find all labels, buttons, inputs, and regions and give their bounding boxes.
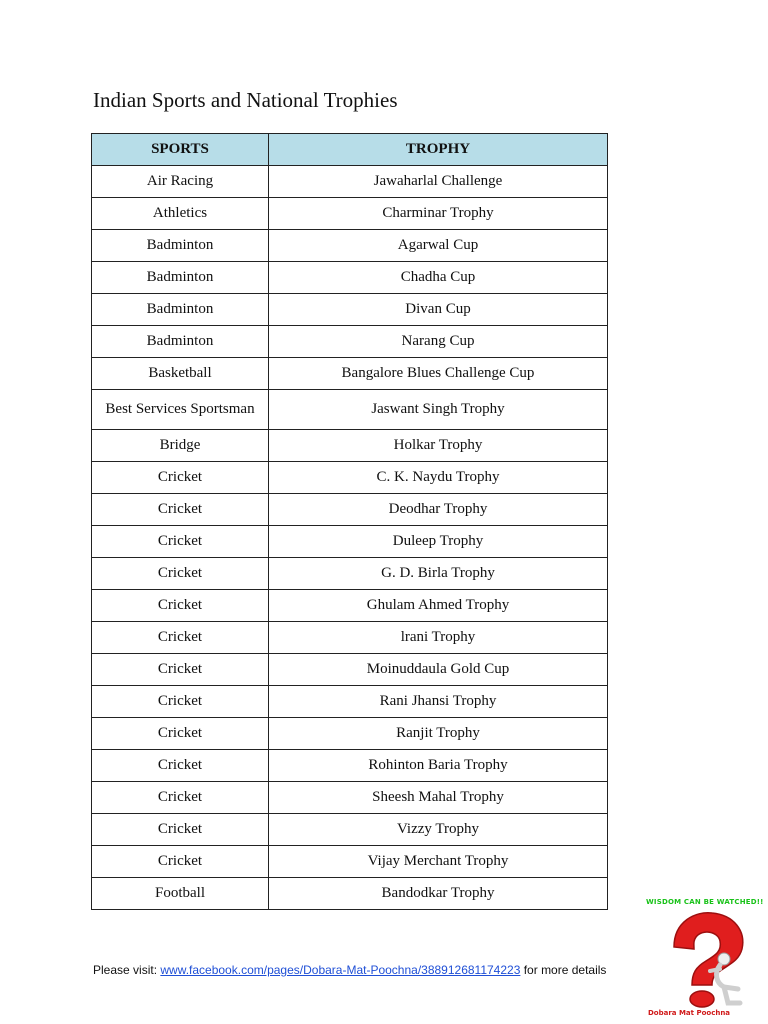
trophy-cell: Deodhar Trophy (269, 494, 608, 526)
sport-cell: Cricket (92, 718, 269, 750)
logo-tagline: WISDOM CAN BE WATCHED!! (646, 898, 764, 906)
sport-cell: Cricket (92, 494, 269, 526)
table-row (92, 262, 608, 294)
footer-note (93, 963, 606, 977)
sport-cell: Athletics (92, 198, 269, 230)
trophy-cell: Vizzy Trophy (269, 814, 608, 846)
trophy-cell: Chadha Cup (269, 262, 608, 294)
sport-cell: Badminton (92, 262, 269, 294)
sport-cell: Cricket (92, 686, 269, 718)
facebook-link[interactable]: www.facebook.com/pages/Dobara-Mat-Poochna/388912681174223 (160, 963, 521, 977)
trophy-cell: Ranjit Trophy (269, 718, 608, 750)
sport-cell: Cricket (92, 814, 269, 846)
table-row (92, 654, 608, 686)
trophy-cell: Charminar Trophy (269, 198, 608, 230)
sport-cell: Cricket (92, 590, 269, 622)
trophy-cell: Narang Cup (269, 326, 608, 358)
page-title: Indian Sports and National Trophies (93, 88, 398, 112)
footer-suffix: for more details (520, 963, 607, 977)
trophy-cell: lrani Trophy (269, 622, 608, 654)
table-row (92, 294, 608, 326)
table-row (92, 494, 608, 526)
sport-cell: Air Racing (92, 166, 269, 198)
column-header-sports: SPORTS (92, 134, 269, 166)
table-row (92, 230, 608, 262)
table-row (92, 846, 608, 878)
footer-prefix: Please visit: (93, 963, 161, 977)
table-row (92, 686, 608, 718)
table-row (92, 878, 608, 910)
table-row (92, 326, 608, 358)
trophy-cell: Rohinton Baria Trophy (269, 750, 608, 782)
sport-cell: Cricket (92, 782, 269, 814)
table-row (92, 558, 608, 590)
table-row (92, 526, 608, 558)
table-row (92, 430, 608, 462)
trophy-cell: Ghulam Ahmed Trophy (269, 590, 608, 622)
table-row (92, 590, 608, 622)
table-row (92, 782, 608, 814)
sport-cell: Badminton (92, 294, 269, 326)
trophy-cell: Moinuddaula Gold Cup (269, 654, 608, 686)
sport-cell: Football (92, 878, 269, 910)
trophy-cell: C. K. Naydu Trophy (269, 462, 608, 494)
sport-cell: Badminton (92, 230, 269, 262)
trophy-cell: Rani Jhansi Trophy (269, 686, 608, 718)
table-row (92, 358, 608, 390)
trophy-cell: Jawaharlal Challenge (269, 166, 608, 198)
question-mark-figure-icon (654, 909, 754, 1009)
brand-logo (640, 893, 766, 1021)
table-row (92, 166, 608, 198)
trophy-cell: Sheesh Mahal Trophy (269, 782, 608, 814)
table-row (92, 718, 608, 750)
sport-cell: Cricket (92, 750, 269, 782)
table-header-row (92, 134, 608, 166)
table-row (92, 814, 608, 846)
sport-cell: Badminton (92, 326, 269, 358)
table-row (92, 390, 608, 430)
sport-cell: Cricket (92, 558, 269, 590)
table-row (92, 462, 608, 494)
trophy-cell: G. D. Birla Trophy (269, 558, 608, 590)
trophy-cell: Divan Cup (269, 294, 608, 326)
table-row (92, 750, 608, 782)
trophy-cell: Vijay Merchant Trophy (269, 846, 608, 878)
sport-cell: Cricket (92, 462, 269, 494)
sport-cell: Cricket (92, 622, 269, 654)
trophy-cell: Duleep Trophy (269, 526, 608, 558)
trophy-cell: Jaswant Singh Trophy (269, 390, 608, 430)
sport-cell: Best Services Sportsman (92, 390, 269, 430)
sport-cell: Cricket (92, 526, 269, 558)
trophies-table (91, 133, 608, 910)
trophy-cell: Holkar Trophy (269, 430, 608, 462)
sport-cell: Cricket (92, 846, 269, 878)
sport-cell: Cricket (92, 654, 269, 686)
table-row (92, 198, 608, 230)
column-header-trophy: TROPHY (269, 134, 608, 166)
trophy-cell: Bandodkar Trophy (269, 878, 608, 910)
table-body (92, 166, 608, 910)
logo-brand-name: Dobara Mat Poochna (648, 1009, 731, 1017)
sport-cell: Bridge (92, 430, 269, 462)
trophy-cell: Bangalore Blues Challenge Cup (269, 358, 608, 390)
table-row (92, 622, 608, 654)
sport-cell: Basketball (92, 358, 269, 390)
trophy-cell: Agarwal Cup (269, 230, 608, 262)
